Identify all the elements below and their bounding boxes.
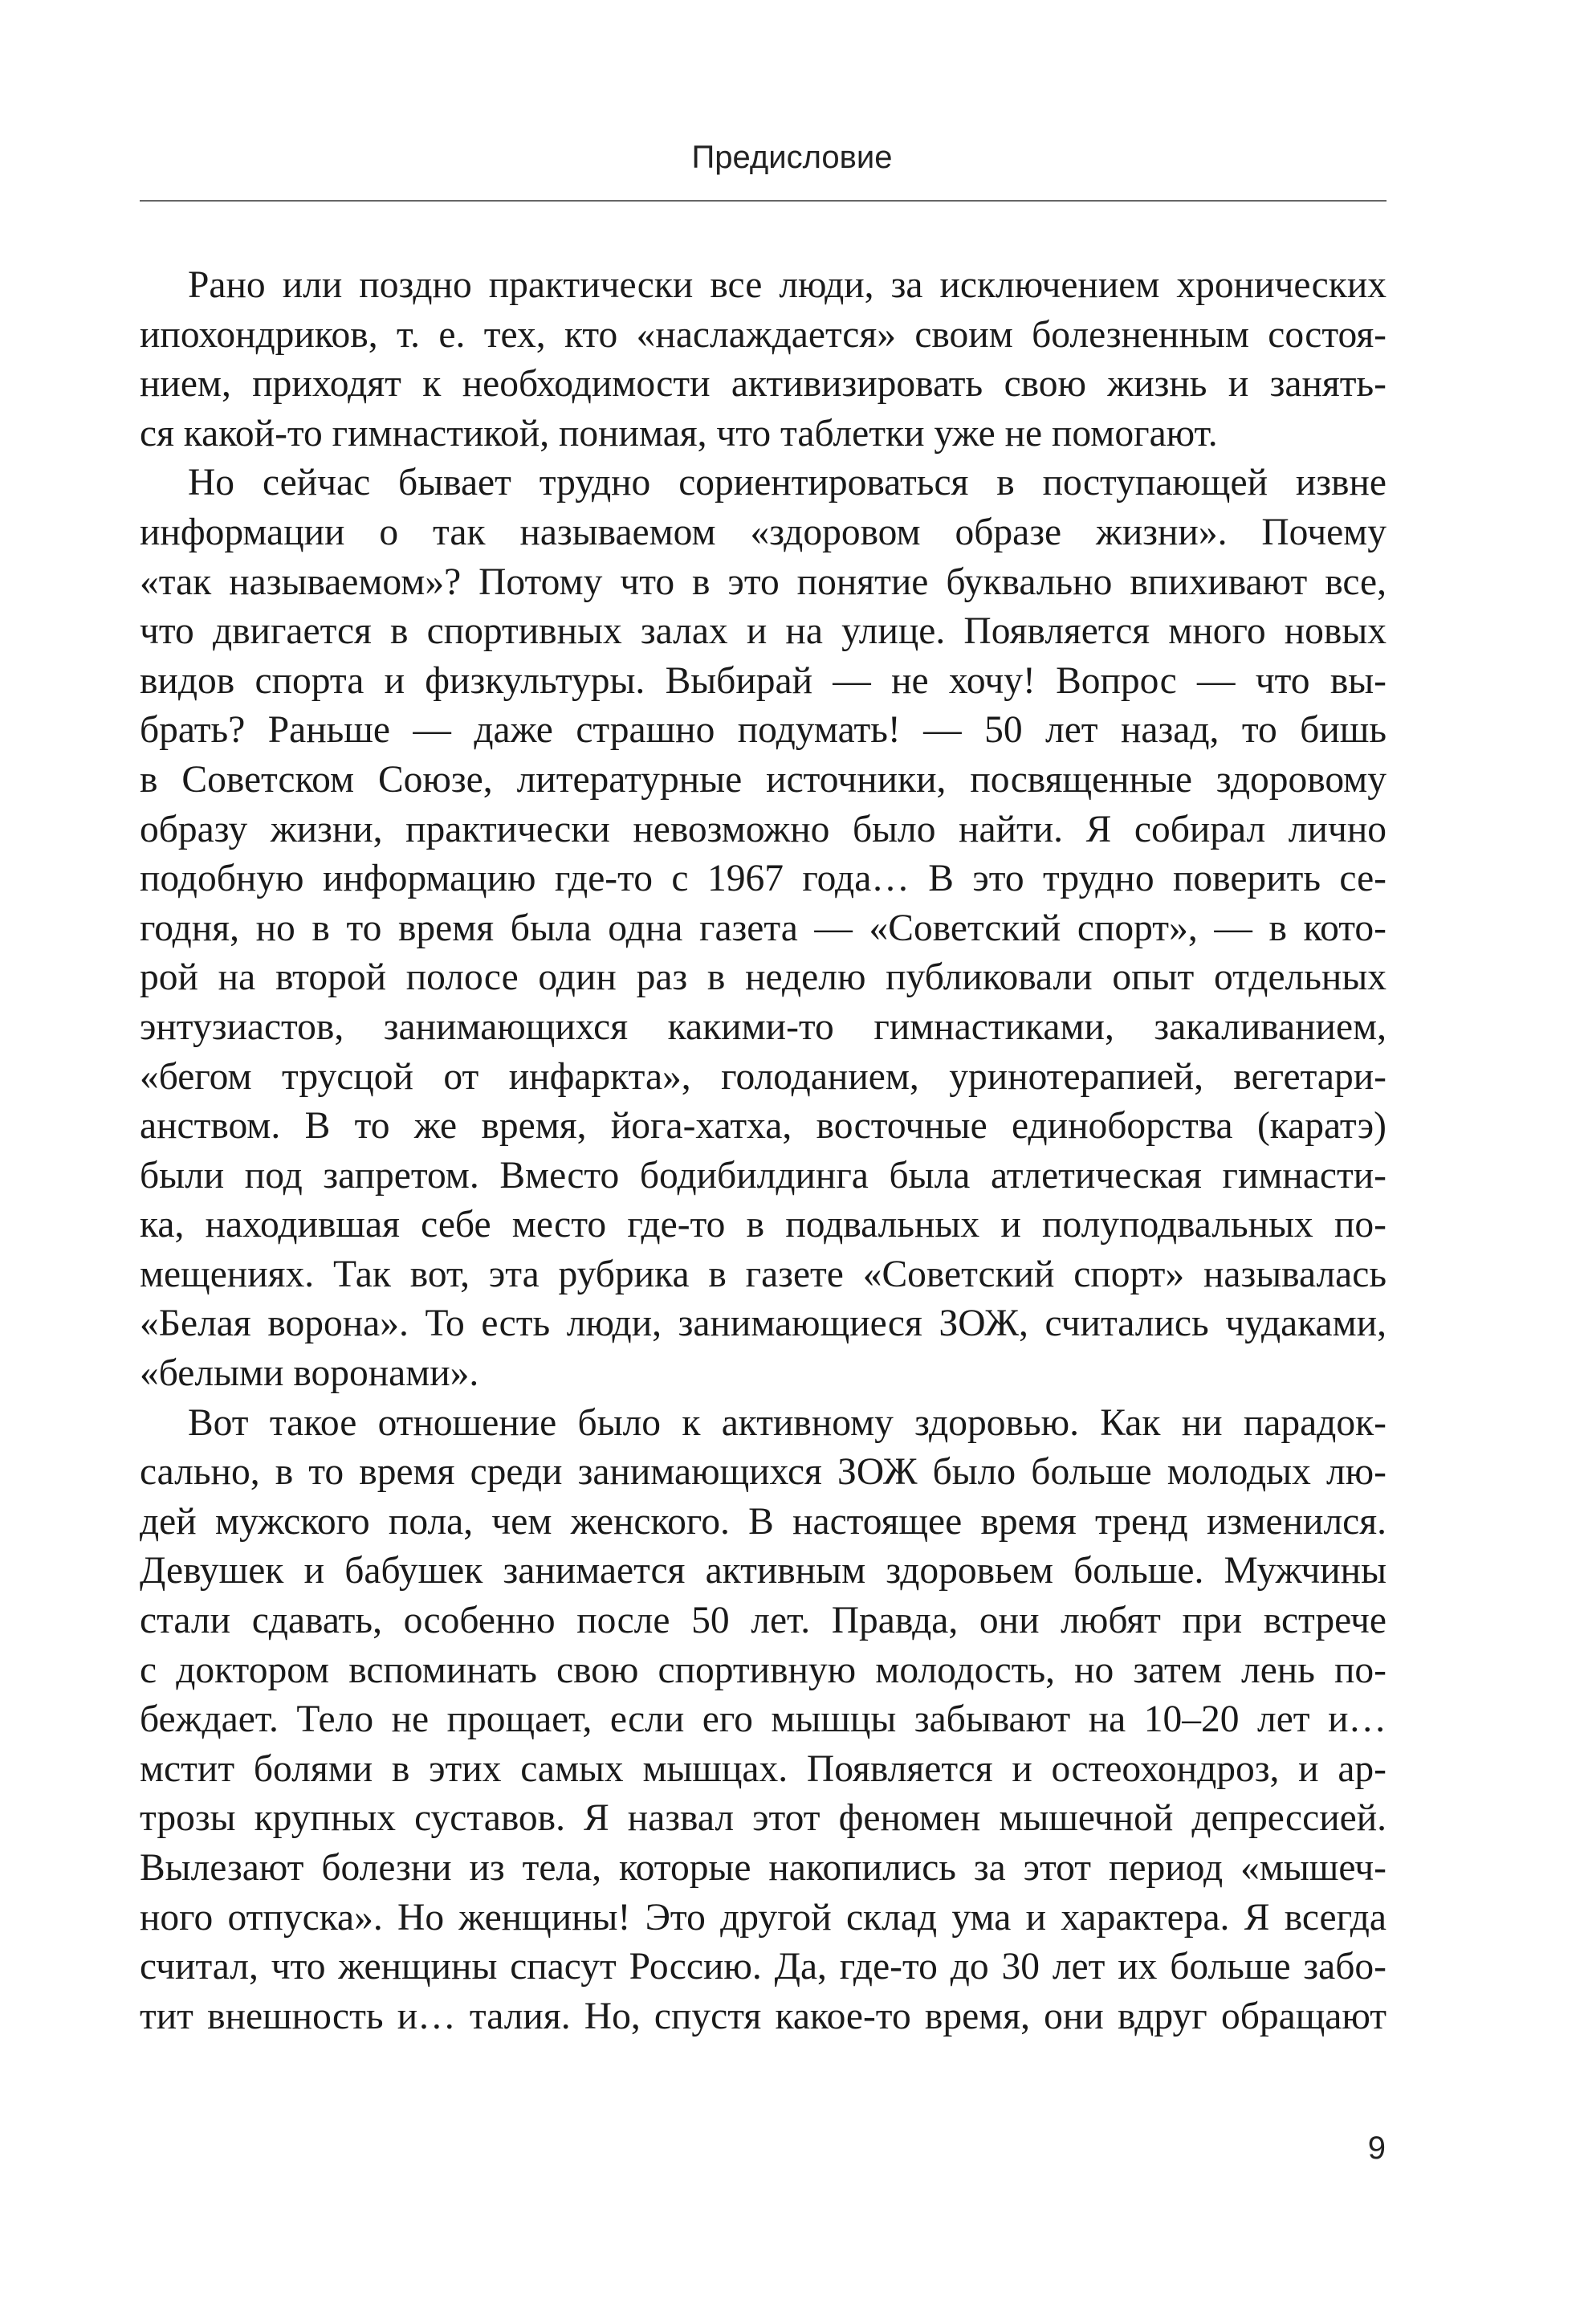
text-line: Но сейчас бывает трудно сориентироваться в поступающей извне (188, 462, 1387, 504)
text-line: мстит болями в этих самых мышцах. Появляется и остеохондроз, и ар- (140, 1747, 1387, 1790)
paragraph (140, 261, 1387, 459)
paragraph (140, 1399, 1387, 2042)
text-line: ного отпуска». Но женщины! Это другой склад ума и характера. Я всегда (140, 1896, 1387, 1939)
text-line: ся какой-то гимнастикой, понимая, что таблетки уже не помогают. (140, 412, 1218, 455)
text-line: Рано или поздно практически все люди, за исключением хронических (188, 264, 1387, 306)
running-head: Предисловие (691, 140, 893, 175)
paragraph (140, 459, 1387, 1398)
text-line: «бегом трусцой от инфаркта», голоданием, уринотерапией, вегетари- (140, 1055, 1387, 1098)
text-line: трозы крупных суставов. Я назвал этот феномен мышечной депрессией. (140, 1797, 1387, 1840)
text-line: тит внешность и… талия. Но, спустя какое-то время, они вдруг обращают (140, 1995, 1387, 2037)
text-line: Вот такое отношение было к активному здоровью. Как ни парадок- (188, 1401, 1387, 1444)
text-line: видов спорта и физкультуры. Выбирай — не хочу! Вопрос — что вы- (140, 659, 1387, 702)
text-line: дей мужского пола, чем женского. В настоящее время тренд изменился. (140, 1500, 1387, 1543)
text-line: считал, что женщины спасут Россию. Да, где-то до 30 лет их больше забо- (140, 1946, 1387, 1988)
text-line: Девушек и бабушек занимается активным здоровьем больше. Мужчины (140, 1550, 1387, 1592)
text-line: подобную информацию где-то с 1967 года… В это трудно поверить се- (140, 858, 1387, 900)
text-line: ка, находившая себе место где-то в подвальных и полуподвальных по- (140, 1204, 1387, 1246)
text-line: образу жизни, практически невозможно было найти. Я собирал лично (140, 808, 1387, 850)
text-line: с доктором вспоминать свою спортивную молодость, но затем лень по- (140, 1649, 1387, 1691)
text-line: годня, но в то время была одна газета — «Советский спорт», — в кото- (140, 907, 1387, 949)
text-line: «Белая ворона». То есть люди, занимающиеся ЗОЖ, считались чудаками, (140, 1303, 1387, 1345)
text-line: брать? Раньше — даже страшно подумать! — 50 лет назад, то бишь (140, 709, 1387, 752)
text-line: нием, приходят к необходимости активизировать свою жизнь и занять- (140, 363, 1387, 406)
text-line: рой на второй полосе один раз в неделю публиковали опыт отдельных (140, 956, 1387, 999)
text-line: ипохондриков, т. е. тех, кто «наслаждается» своим болезненным состоя- (140, 313, 1387, 356)
text-line: энтузиастов, занимающихся какими-то гимнастиками, закаливанием, (140, 1005, 1387, 1048)
page-number: 9 (1367, 2130, 1386, 2166)
text-line: стали сдавать, особенно после 50 лет. Правда, они любят при встрече (140, 1600, 1387, 1642)
text-line: информации о так называемом «здоровом образе жизни». Почему (140, 511, 1387, 553)
text-line: анством. В то же время, йога-хатха, восточные единоборства (каратэ) (140, 1105, 1387, 1148)
text-line: «так называемом»? Потому что в это понятие буквально впихивают все, (140, 561, 1387, 603)
header-divider (140, 200, 1387, 202)
text-line: что двигается в спортивных залах и на улице. Появляется много новых (140, 610, 1387, 653)
text-line: в Советском Союзе, литературные источники, посвященные здоровому (140, 758, 1387, 801)
text-line: Вылезают болезни из тела, которые накопились за этот период «мышеч- (140, 1847, 1387, 1889)
text-line: были под запретом. Вместо бодибилдинга была атлетическая гимнасти- (140, 1154, 1387, 1197)
page-body (140, 261, 1387, 2041)
text-line: «белыми воронами». (140, 1352, 479, 1395)
text-line: мещениях. Так вот, эта рубрика в газете «Советский спорт» называлась (140, 1253, 1387, 1295)
text-line: беждает. Тело не прощает, если его мышцы забывают на 10–20 лет и… (140, 1698, 1387, 1741)
text-line: сально, в то время среди занимающихся ЗОЖ было больше молодых лю- (140, 1451, 1387, 1494)
